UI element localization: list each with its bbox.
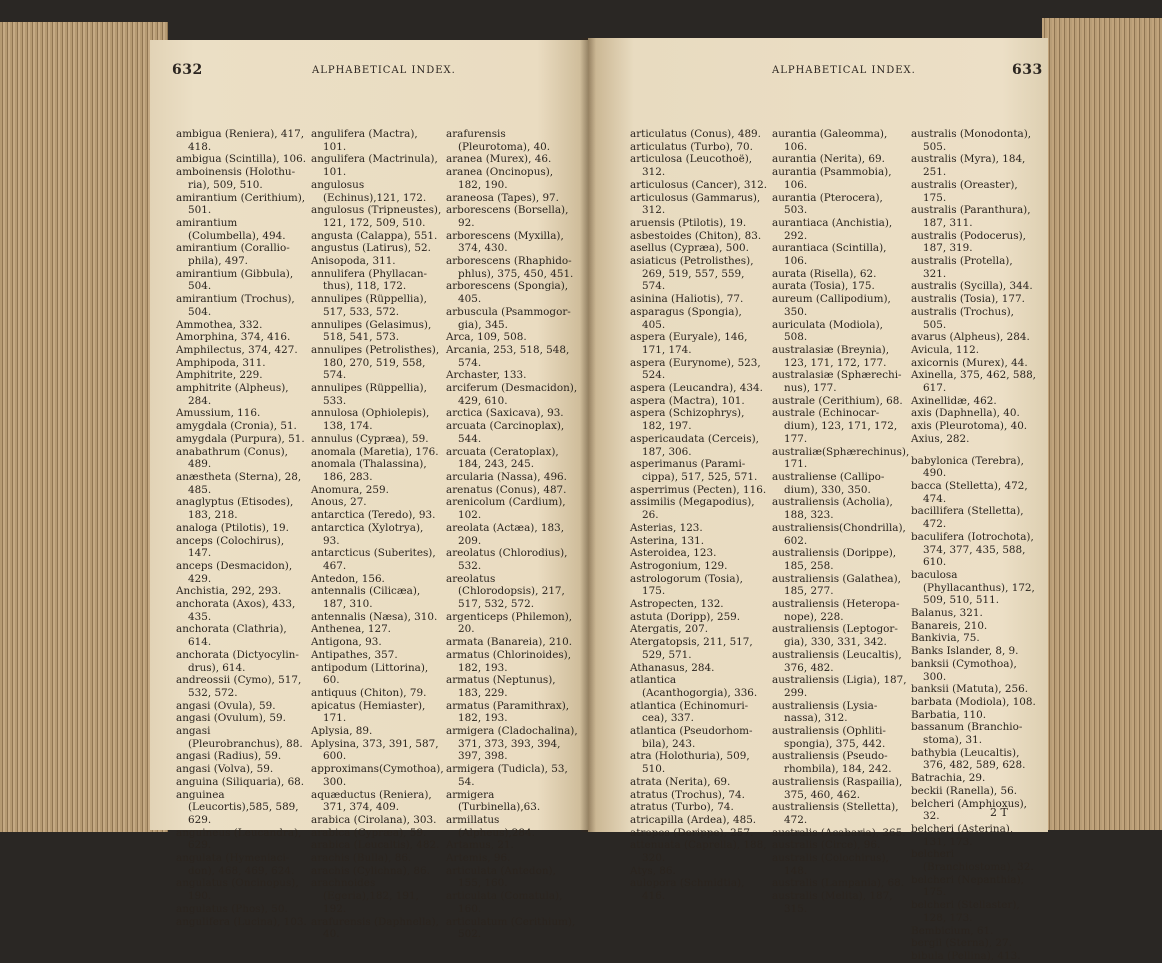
- index-entry: araneosa (Tapes), 97.: [446, 191, 559, 204]
- index-entry: bacca (Stelletta), 472, 474.: [911, 479, 1028, 505]
- index-entry: australiensis (Leucaltis), 376, 482.: [772, 648, 902, 674]
- index-entry: anæstheta (Sterna), 28, 485.: [176, 470, 302, 496]
- index-entry: australis (Oreaster), 175.: [911, 178, 1018, 204]
- index-entry: armigera (Turbinella),63.: [446, 788, 541, 814]
- index-entry: axicornis (Murex), 44.: [911, 356, 1028, 369]
- index-entry: aspera (Mactra), 101.: [630, 394, 745, 407]
- index-entry: australiæ(Sphærechinus), 171.: [772, 445, 910, 471]
- index-entry: axis (Pleurotoma), 40.: [911, 420, 1028, 433]
- index-entry: areolatus (Chlorodius), 532.: [446, 547, 568, 572]
- index-entry: arachnoides (Egeria),182, 191, 192.: [311, 877, 419, 915]
- index-entry: aurantiaca (Anchistia), 292.: [772, 216, 893, 242]
- index-entry: bathybia (Leucaltis), 376, 482, 589, 628.: [911, 746, 1026, 772]
- index-entry: arabica (Cypræa), 59.: [311, 826, 427, 839]
- index-entry: annulifera (Phyllacan-thus), 118, 172.: [311, 267, 428, 293]
- index-entry: arcularia (Nassa), 496.: [446, 470, 567, 483]
- index-entry: astuta (Doripp), 259.: [630, 610, 741, 623]
- index-entry: barbata (Modiola), 108.: [911, 695, 1036, 708]
- index-entry: Atys, 86.: [630, 864, 676, 877]
- index-entry: banksii (Cymothoa), 300.: [911, 657, 1017, 683]
- index-entry: australiensis (Ophliti-spongia), 375, 442.: [772, 725, 886, 750]
- index-entry: Bembicium, 61.: [911, 924, 994, 937]
- index-entry: Aplysia, 89.: [311, 725, 373, 738]
- index-entry: australiensis(Chondrilla), 602.: [772, 521, 906, 547]
- index-entry: Banareis, 210.: [911, 619, 988, 632]
- index-entry: angasi (Pleurobranchus), 88.: [176, 725, 303, 750]
- index-entry: anaglyptus (Etisodes), 183, 218.: [176, 496, 294, 522]
- index-entry: arachis (Bulla), 86.: [311, 852, 412, 865]
- index-entry: annulipes (Rüppellia), 533.: [311, 382, 427, 407]
- index-entry: atlantica (Pseudorhom-bila), 243.: [630, 725, 753, 750]
- index-entry: aruensis (Ptilotis), 19.: [630, 216, 747, 229]
- index-entry: baculifera (Iotrochota), 374, 377, 435, 588, 610.: [911, 530, 1034, 569]
- index-entry: bassanum (Branchio-stoma), 31.: [911, 721, 1023, 747]
- index-entry: antarcticus (Suberites), 467.: [311, 547, 436, 572]
- index-entry: aurantia (Pterocera), 503.: [772, 191, 883, 217]
- index-entry: articulatum (Cerithium), 502.: [446, 915, 576, 941]
- index-entry: Amorphina, 374, 416.: [176, 331, 291, 344]
- index-entry: Antigona, 93.: [311, 636, 382, 649]
- index-entry: arborescens (Spongia), 405.: [446, 280, 569, 306]
- index-entry: belcheri (Branchiostoma), 32.: [911, 848, 1034, 874]
- index-entry: australis (Monodonta), 505.: [911, 128, 1032, 153]
- index-entry: australiense (Callipo-dium), 330, 350.: [772, 470, 885, 496]
- index-entry: aurata (Tosia), 175.: [772, 280, 875, 293]
- index-entry: approximans(Cymothoa), 300.: [311, 763, 444, 788]
- index-entry: Batrachia, 29.: [911, 772, 986, 785]
- index-entry: arenatus (Conus), 487.: [446, 483, 567, 496]
- index-entry: arabica (Cirolana), 303.: [311, 813, 437, 826]
- index-entry: australiensis (Lysia-nassa), 312.: [772, 699, 878, 725]
- index-entry: aspera (Euryale), 146, 171, 174.: [630, 331, 748, 356]
- index-entry: australis (Paranthura), 187, 311.: [911, 204, 1031, 229]
- index-entry: armigera (Tudicla), 53, 54.: [446, 763, 568, 788]
- index-entry: atricapilla (Ardea), 485.: [630, 813, 757, 826]
- index-entry: asperimanus (Parami-cippa), 517, 525, 571.: [630, 458, 758, 483]
- index-entry: asparagus (Spongia), 405.: [630, 305, 742, 331]
- index-entry: areolatus (Chlorodopsis), 217, 517, 532, 572.: [446, 572, 565, 611]
- index-entry: arcuata (Carcinoplax), 544.: [446, 420, 565, 445]
- index-entry: angulatus (Phos), 50.: [176, 902, 288, 915]
- index-entry: australasiæ (Breynia), 123, 171, 172, 177.: [772, 343, 890, 369]
- index-entry: axis (Daphnella), 40.: [911, 407, 1020, 420]
- index-entry: australis (Trochus), 505.: [911, 305, 1014, 331]
- index-entry: Amussium, 116.: [176, 407, 261, 420]
- index-entry: articulata (Comatula), 160.: [446, 890, 563, 915]
- index-entry: anguinea (Leucortis),585, 589, 629.: [176, 788, 299, 826]
- index-entry: australe (Cerithium), 68.: [772, 394, 903, 407]
- index-entry: annulipes (Petrolisthes), 180, 270, 519, 558, 574.: [311, 343, 440, 382]
- index-entry: australiensis (Acholia), 188, 323.: [772, 496, 893, 522]
- index-entry: australis (Sycilla), 344.: [911, 280, 1033, 293]
- index-entry: amygdala (Purpura), 51.: [176, 432, 305, 445]
- index-entry: aureum (Callipodium), 350.: [772, 293, 891, 318]
- index-entry: anceps (Colochirus), 147.: [176, 534, 285, 560]
- index-entry: arcuata (Ceratoplax), 184, 243, 245.: [446, 445, 559, 471]
- index-entry: amphitrite (Alpheus), 284.: [176, 382, 289, 407]
- index-entry: armatus (Neptunus), 183, 229.: [446, 674, 556, 699]
- index-entry: Astrogonium, 129.: [630, 559, 728, 572]
- index-entry: angasi (Radius), 59.: [176, 750, 282, 763]
- index-entry: annulipes (Gelasimus), 518, 541, 573.: [311, 318, 432, 344]
- index-entry: anabathrum (Conus), 489.: [176, 445, 288, 471]
- index-entry: antarctica (Xylotrya), 93.: [311, 521, 424, 547]
- index-entry: atratus (Trochus), 74.: [630, 788, 745, 801]
- index-entry: Arcania, 253, 518, 548, 574.: [446, 343, 570, 369]
- index-entry: anchorata (Clathria), 614.: [176, 623, 287, 649]
- index-entry: armillatus (Alpheus),284.: [446, 813, 535, 839]
- index-entry: atlantica (Acanthogorgia), 336.: [630, 674, 758, 699]
- index-entry: australis (Myra), 184, 251.: [911, 153, 1026, 179]
- right-page-number: 633: [1012, 62, 1043, 78]
- index-entry: anguineus (Leucandra), 629.: [176, 826, 302, 852]
- index-entry: arenicolum (Cardium), 102.: [446, 496, 566, 522]
- index-entry: asbestoides (Chiton), 83.: [630, 229, 762, 242]
- index-entry: Artamus, 21.: [446, 839, 514, 852]
- index-entry: antipodum (Littorina), 60.: [311, 661, 429, 687]
- index-entry: amboinensis (Holothu-ria), 509, 510.: [176, 166, 296, 191]
- index-entry: Anous, 27.: [311, 496, 367, 509]
- index-entry: Anomura, 259.: [311, 483, 389, 496]
- index-entry: australiensis (Dorippe), 185, 258.: [772, 547, 897, 572]
- index-entry: anchorata (Axos), 433, 435.: [176, 598, 296, 623]
- index-entry: attenuata (Caprella), 188, 320.: [630, 839, 767, 865]
- signature-mark: 2 T: [990, 806, 1008, 819]
- index-entry: asiaticus (Petrolisthes), 269, 519, 557, 559, 574.: [630, 255, 754, 293]
- index-entry: andreossii (Cymo), 517, 532, 572.: [176, 674, 302, 699]
- index-entry: aspera (Leucandra), 434.: [630, 382, 763, 395]
- index-entry: Anisopoda, 311.: [311, 255, 396, 268]
- index-entry: australiensis (Stelletta), 472.: [772, 801, 899, 826]
- index-entry: Amphitrite, 229.: [176, 369, 263, 382]
- right-running-head: ALPHABETICAL INDEX.: [772, 65, 916, 76]
- index-entry: aulopora (Schmidtia), 416.: [630, 877, 745, 903]
- index-entry: antennalis (Næsa), 310.: [311, 610, 438, 623]
- left-page-number: 632: [172, 62, 203, 78]
- index-entry: Aplysina, 373, 391, 587, 600.: [311, 737, 439, 763]
- index-entry: angulifera (Mactrinula), 101.: [311, 153, 438, 179]
- index-entry: australis (Protella), 321.: [911, 255, 1013, 280]
- index-entry: australis (Podocerus), 187, 319.: [911, 229, 1026, 255]
- index-entry: astrologorum (Tosia), 175.: [630, 572, 743, 598]
- index-entry: articulosus (Gammarus), 312.: [630, 191, 761, 217]
- index-entry: Asteroidea, 123.: [630, 547, 717, 560]
- index-entry: belcheri (Stellaster), 128, 173.: [911, 899, 1020, 924]
- right-column-2: [772, 128, 908, 916]
- index-entry: aranea (Oncinopus), 182, 190.: [446, 166, 554, 191]
- index-entry: australasiæ (Sphærechi-nus), 177.: [772, 369, 902, 395]
- index-entry: Artemis, 96.: [446, 852, 511, 865]
- left-page-edges: [0, 22, 168, 832]
- index-entry: analoga (Ptilotis), 19.: [176, 521, 289, 534]
- index-entry: arborescens (Rhaphido-phlus), 375, 450, 451.: [446, 255, 574, 280]
- index-entry: belcheri (Nepanthia), 175.: [911, 873, 1024, 899]
- left-column-2: [311, 128, 443, 941]
- index-entry: angusta (Calappa), 551.: [311, 229, 438, 242]
- index-entry: Barbatia, 110.: [911, 708, 987, 721]
- index-entry: amirantium (Cerithium), 501.: [176, 191, 306, 217]
- index-entry: atratus (Turbo), 74.: [630, 801, 734, 814]
- index-entry: Banks Islander, 8, 9.: [911, 645, 1019, 658]
- index-entry: Asterina, 131.: [630, 534, 705, 547]
- index-entry: bibula (Pellina), 413.: [911, 950, 1021, 962]
- index-entry: Anchistia, 292, 293.: [176, 585, 282, 598]
- index-entry: atlantica (Echinomuri-cea), 337.: [630, 699, 749, 725]
- index-entry: arctica (Saxicava), 93.: [446, 407, 564, 420]
- index-entry: asinina (Haliotis), 77.: [630, 293, 744, 306]
- index-entry: amirantium (Trochus), 504.: [176, 293, 295, 318]
- index-entry: Atergatopsis, 211, 517, 529, 571.: [630, 636, 753, 661]
- index-entry: amirantium (Columbella), 494.: [176, 216, 286, 242]
- index-entry: anguina (Siliquaria), 68.: [176, 775, 305, 788]
- index-entry: auriculata (Modiola), 508.: [772, 318, 883, 344]
- index-entry: Axinellidæ, 462.: [911, 394, 997, 407]
- index-entry: australis (Circe), 96.: [772, 839, 881, 852]
- index-entry: australis (Tosia), 177.: [911, 293, 1025, 306]
- index-entry: anomala (Maretia), 176.: [311, 445, 439, 458]
- index-entry: Axinella, 375, 462, 588, 617.: [911, 369, 1036, 395]
- index-entry: arborescens (Borsella), 92.: [446, 204, 569, 229]
- index-entry: australis (Colochirus), 148.: [772, 852, 889, 877]
- index-entry: armatus (Paramithrax), 182, 193.: [446, 699, 570, 725]
- index-entry: atrata (Nerita), 69.: [630, 775, 731, 788]
- index-entry: australis (Lampania), 68.: [772, 877, 905, 890]
- index-entry: angulifera (Lucina), 103.: [176, 915, 307, 928]
- index-entry: armata (Banareia), 210.: [446, 636, 573, 649]
- index-entry: annulosa (Ophiolepis), 138, 174.: [311, 407, 430, 433]
- index-entry: australiensis (Raspailia), 375, 460, 462.: [772, 775, 903, 801]
- index-entry: angulosus (Tripneustes), 121, 172, 509, 510.: [311, 204, 442, 229]
- index-entry: australiensis (Pseudo-rhombila), 184, 242.: [772, 750, 892, 776]
- index-entry: antennalis (Cilicæa), 187, 310.: [311, 585, 421, 611]
- index-entry: ambigua (Scintilla), 106.: [176, 153, 307, 166]
- index-entry: annulipes (Rüppellia), 517, 533, 572.: [311, 293, 427, 318]
- index-entry: aurantia (Nerita), 69.: [772, 153, 885, 166]
- index-entry: aurantiaca (Scintilla), 106.: [772, 242, 887, 268]
- index-entry: aquæductus (Reniera), 371, 374, 409.: [311, 788, 432, 814]
- index-entry: argenticeps (Philemon), 20.: [446, 610, 573, 636]
- index-entry: ambigua (Reniera), 417, 418.: [176, 128, 305, 153]
- index-entry: Axius, 282.: [911, 432, 970, 445]
- index-entry: Antipathes, 357.: [311, 648, 398, 661]
- index-entry: articulatus (Conus), 489.: [630, 128, 761, 140]
- left-running-head: ALPHABETICAL INDEX.: [312, 65, 456, 76]
- index-entry: angulatus (Oncinopus), 190.: [176, 877, 299, 903]
- index-entry: arachis (Cylichna), 86.: [311, 864, 430, 877]
- index-entry: angustus (Latirus), 52.: [311, 242, 431, 255]
- index-entry: belcheri (Asterina), 131, 173.: [911, 822, 1014, 848]
- index-entry: articulata (Antedon), 155, 160.: [446, 864, 556, 890]
- index-entry: arciferum (Desmacidon), 429, 610.: [446, 382, 578, 407]
- index-entry: Athanasus, 284.: [630, 661, 715, 674]
- index-entry: arabica (Leucaltis), 482.: [311, 839, 440, 852]
- right-column-3: [911, 128, 1039, 963]
- index-entry: areolata (Actæa), 183, 209.: [446, 521, 565, 547]
- index-entry: angasi (Volva), 59.: [176, 763, 274, 776]
- index-entry: aranea (Murex), 46.: [446, 153, 552, 166]
- index-entry: Balanus, 321.: [911, 607, 983, 620]
- index-entry: australiensis (Galathea), 185, 277.: [772, 572, 901, 598]
- index-entry: Atergatis, 207.: [630, 623, 709, 636]
- index-entry: beckii (Ranella), 56.: [911, 784, 1018, 797]
- index-entry: asellus (Cypræa), 500.: [630, 242, 749, 255]
- index-entry: atra (Holothuria), 509, 510.: [630, 750, 750, 776]
- index-entry: aspera (Schizophrys), 182, 197.: [630, 407, 745, 433]
- index-entry: armigera (Cladochalina), 371, 373, 393, 394, 397, 398.: [446, 725, 578, 763]
- index-entry: apicatus (Hemiaster), 171.: [311, 699, 426, 725]
- index-entry: anchorata (Dictyocylin-drus), 614.: [176, 648, 299, 674]
- index-entry: Astropecten, 132.: [630, 598, 724, 611]
- index-entry: amygdala (Cronia), 51.: [176, 420, 297, 433]
- index-entry: anceps (Desmacidon), 429.: [176, 559, 293, 585]
- index-entry: armatus (Chlorinoides), 182, 193.: [446, 648, 572, 674]
- index-entry: Amphipoda, 311.: [176, 356, 266, 369]
- index-entry: Antedon, 156.: [311, 572, 385, 585]
- index-entry: aurantia (Psammobia), 106.: [772, 166, 892, 191]
- index-entry: bergii (Sterna), 27.: [911, 937, 1012, 950]
- index-entry: antiquus (Chiton), 79.: [311, 686, 427, 699]
- index-entry: belcheri (Amphioxus), 32.: [911, 797, 1027, 823]
- index-entry: australiensis (Ligia), 187, 299.: [772, 674, 907, 699]
- index-entry: australis (Acabaria), 365.: [772, 826, 906, 839]
- index-entry: amirantium (Gibbula), 504.: [176, 267, 294, 293]
- index-entry: Arca, 109, 508.: [446, 331, 527, 344]
- index-entry: atropos (Dorippe), 257.: [630, 826, 754, 839]
- index-entry: angasi (Ovulum), 59.: [176, 712, 286, 725]
- index-entry: Ammothea, 332.: [176, 318, 263, 331]
- index-entry: Asterias, 123.: [630, 521, 703, 534]
- index-entry: annulus (Cypræa), 59.: [311, 432, 429, 445]
- index-entry: bacillifera (Stelletta), 472.: [911, 505, 1024, 531]
- index-entry: asperrimus (Pecten), 116.: [630, 483, 767, 496]
- index-entry: australe (Echinocar-dium), 123, 171, 172, 177.: [772, 407, 898, 445]
- index-entry: angulata (Hymeniaci-don), 468, 469, 624.: [176, 852, 295, 877]
- index-entry: articulatus (Turbo), 70.: [630, 140, 753, 153]
- index-entry: amirantium (Corallio-phila), 497.: [176, 242, 290, 268]
- index-entry: arbuscula (Psammogor-gia), 345.: [446, 305, 571, 331]
- index-entry: arafurensis (Daphnella), 40.: [311, 915, 439, 941]
- index-entry: baculosa (Phyllacanthus), 172, 509, 510, 511.: [911, 568, 1035, 607]
- index-entry: aurantia (Galeomma), 106.: [772, 128, 888, 153]
- index-entry: aurata (Risella), 62.: [772, 267, 877, 280]
- left-column-3: [446, 128, 578, 941]
- index-entry: Avicula, 112.: [911, 343, 980, 356]
- index-entry: arafurensis (Pleurotoma), 40.: [446, 128, 551, 153]
- index-entry: australiensis (Leptogor-gia), 330, 331, 342.: [772, 623, 898, 649]
- index-entry: angulifera (Mactra), 101.: [311, 128, 418, 153]
- index-entry: antarctica (Teredo), 93.: [311, 509, 436, 522]
- index-entry: arborescens (Myxilla), 374, 430.: [446, 229, 564, 255]
- index-entry: Amphilectus, 374, 427.: [176, 343, 298, 356]
- index-entry: australis (Melita), 187, 315.: [772, 890, 893, 915]
- left-column-1: [176, 128, 308, 928]
- index-entry: aspericaudata (Cerceis), 187, 306.: [630, 432, 759, 458]
- index-entry: banksii (Matuta), 256.: [911, 683, 1029, 696]
- index-entry: australiensis (Heteropa-nope), 228.: [772, 598, 900, 623]
- index-entry: aspera (Eurynome), 523, 524.: [630, 356, 761, 382]
- index-entry: Bankivia, 75.: [911, 632, 980, 645]
- index-entry: Archaster, 133.: [446, 369, 527, 382]
- index-entry: angulosus (Echinus),121, 172.: [311, 178, 427, 204]
- index-entry: angasi (Ovula), 59.: [176, 699, 276, 712]
- index-entry: assimilis (Megapodius), 26.: [630, 496, 755, 522]
- index-entry: Anthenea, 127.: [311, 623, 391, 636]
- index-entry: babylonica (Terebra), 490.: [911, 454, 1024, 480]
- book-gutter: [580, 38, 596, 832]
- right-page-edges: [1042, 18, 1162, 830]
- index-entry: avarus (Alpheus), 284.: [911, 331, 1030, 344]
- index-entry: articulosa (Leucothoë), 312.: [630, 153, 753, 179]
- index-entry: articulosus (Cancer), 312.: [630, 178, 768, 191]
- right-column-1: [630, 128, 768, 903]
- index-entry: anomala (Thalassina), 186, 283.: [311, 458, 427, 483]
